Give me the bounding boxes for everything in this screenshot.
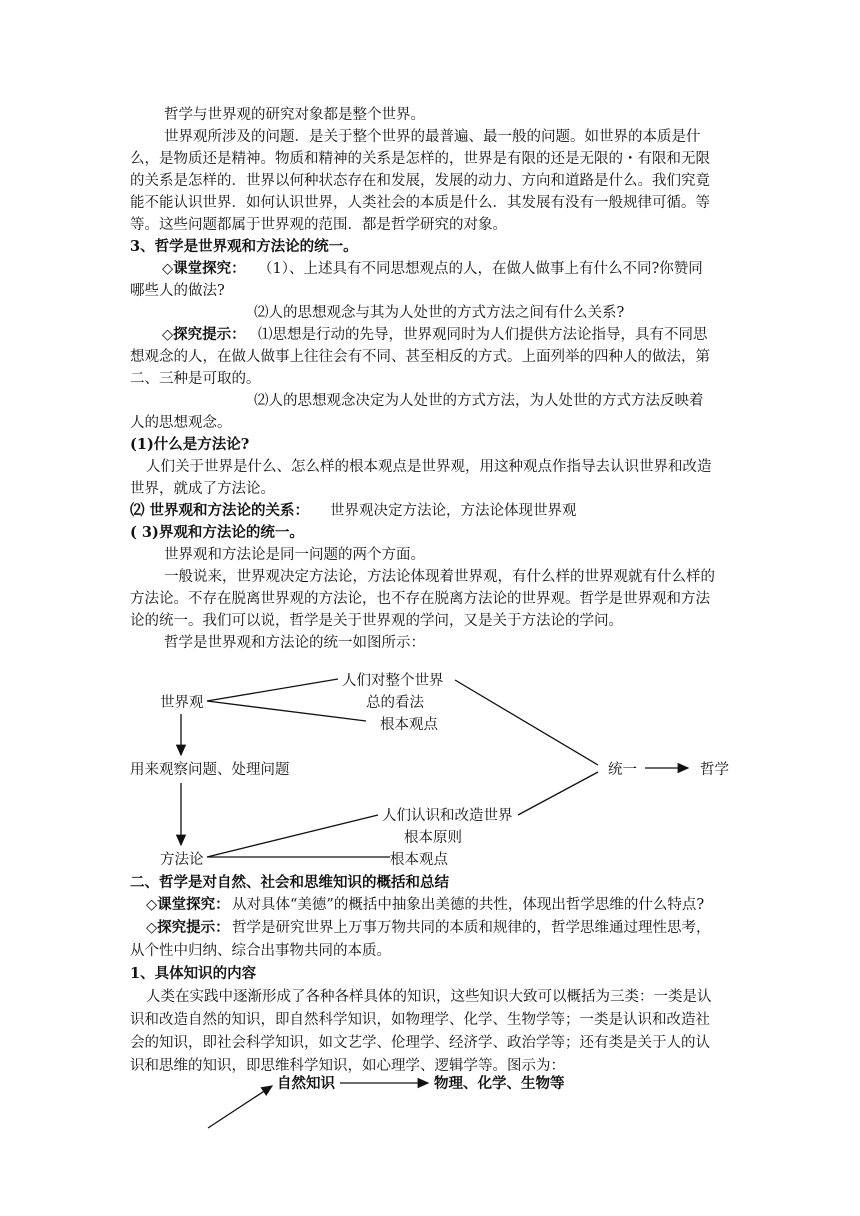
diagram-label: 根本观点 bbox=[390, 852, 448, 868]
paragraph-line: 能不能认识世界．如何认识世界，人类社会的本质是什么．其发展有没有一般规律可循。等 bbox=[130, 195, 710, 211]
answer-text: 方法论。不存在脱离世界观的方法论，也不存在脱离方法论的世界观。哲学是世界观和方法 bbox=[130, 591, 710, 607]
question-heading: ⑵ 世界观和方法论的关系： bbox=[130, 502, 310, 519]
diagram-label: 人们认识和改造世界 bbox=[382, 808, 513, 824]
hint-text: 哲学是研究世界上万事万物共同的本质和规律的，哲学思维通过理性思考， bbox=[232, 920, 711, 936]
paragraph-line: 么，是物质还是精神。物质和精神的关系是怎样的，世界是有限的还是无限的・有限和无限 bbox=[130, 151, 710, 167]
hint-label: ◇探究提示： bbox=[162, 326, 246, 343]
diagram-node-observe: 用来观察问题、处理问题 bbox=[130, 762, 290, 778]
paragraph-line: 识和思维的知识，即思维科学知识，如心理学、逻辑学等。图示为： bbox=[130, 1058, 565, 1074]
paragraph-line: 的关系是怎样的．世界以何种状态存在和发展，发展的动力、方向和道路是什么。我们究竟 bbox=[130, 173, 710, 189]
answer-text: 论的统一。我们可以说，哲学是关于世界观的学问，又是关于方法论的学问。 bbox=[130, 613, 623, 629]
hint-text: 人的思想观念。 bbox=[130, 415, 232, 431]
explore-text: ⑵人的思想观念与其为人处世的方式方法之间有什么关系? bbox=[254, 305, 625, 321]
answer-text: 世界观决定方法论，方法论体现世界观 bbox=[330, 503, 577, 519]
diagram-label: 根本观点 bbox=[380, 717, 438, 733]
knowledge-node-natural-items: 物理、化学、生物等 bbox=[434, 1075, 565, 1092]
paragraph-line: 人类在实践中逐渐形成了各种各样具体的知识，这些知识大致可以概括为三类：一类是认 bbox=[146, 989, 712, 1005]
hint-text: ⑴思想是行动的先导，世界观同时为人们提供方法论指导，具有不同思 bbox=[258, 327, 708, 343]
paragraph-intro: 哲学与世界观的研究对象都是整个世界。 bbox=[164, 107, 425, 123]
section-heading: 二、哲学是对自然、社会和思维知识的概括和总结 bbox=[130, 874, 449, 891]
section-heading: 1、具体知识的内容 bbox=[130, 965, 257, 982]
explore-label: ◇课堂探究： bbox=[162, 260, 246, 277]
diagram-node-methodology: 方法论 bbox=[160, 852, 204, 868]
answer-text: 世界，就成了方法论。 bbox=[130, 481, 275, 497]
explore-text: （1）、上述具有不同思想观点的人，在做人做事上有什么不同?你赞同 bbox=[258, 261, 703, 277]
diagram-label: 人们对整个世界 bbox=[342, 673, 444, 689]
question-heading: ( 3)界观和方法论的统一。 bbox=[130, 524, 304, 541]
diagram-node-philosophy: 哲学 bbox=[700, 762, 729, 778]
diagram-node-unity: 统一 bbox=[608, 762, 637, 778]
paragraph-line: 等。这些问题都属于世界观的范围．都是哲学研究的对象。 bbox=[130, 217, 507, 233]
diagram-label: 总的看法 bbox=[366, 695, 424, 711]
hint-text: 二、三种是可取的。 bbox=[130, 371, 261, 387]
answer-text: 人们关于世界是什么、怎么样的根本观点是世界观，用这种观点作指导去认识世界和改造 bbox=[146, 459, 712, 475]
knowledge-node-natural: 自然知识 bbox=[277, 1075, 335, 1092]
diagram-label: 根本原则 bbox=[404, 830, 462, 846]
hint-label: ◇探究提示： bbox=[146, 919, 230, 936]
diagram-node-worldview: 世界观 bbox=[160, 695, 204, 711]
section-heading: 3、哲学是世界观和方法论的统一。 bbox=[130, 238, 358, 255]
explore-text: 从对具体“美德”的概括中抽象出美德的共性，体现出哲学思维的什么特点? bbox=[232, 897, 705, 913]
hint-text: 想观念的人，在做人做事上往往会有不同、甚至相反的方式。上面列举的四种人的做法，第 bbox=[130, 349, 710, 365]
hint-text: ⑵人的思想观念决定为人处世的方式方法，为人处世的方式方法反映着 bbox=[254, 393, 704, 409]
explore-text: 哪些人的做法? bbox=[130, 283, 225, 299]
question-heading: (1)什么是方法论? bbox=[130, 436, 250, 453]
answer-text: 世界观和方法论是同一问题的两个方面。 bbox=[164, 547, 425, 563]
explore-label: ◇课堂探究： bbox=[146, 896, 230, 913]
paragraph-line: 识和改造自然的知识，即自然科学知识，如物理学、化学、生物学等；一类是认识和改造社 bbox=[130, 1012, 710, 1028]
paragraph-line: 会的知识，即社会科学知识，如文艺学、伦理学、经济学、政治学等；还有类是关于人的认 bbox=[130, 1035, 710, 1051]
paragraph-line: 世界观所涉及的问题．是关于整个世界的最普遍、最一般的问题。如世界的本质是什 bbox=[164, 129, 701, 145]
answer-text: 哲学是世界观和方法论的统一如图所示： bbox=[164, 635, 425, 651]
hint-text: 从个性中归纳、综合出事物共同的本质。 bbox=[130, 943, 391, 959]
answer-text: 一般说来，世界观决定方法论，方法论体现着世界观，有什么样的世界观就有什么样的 bbox=[164, 569, 715, 585]
